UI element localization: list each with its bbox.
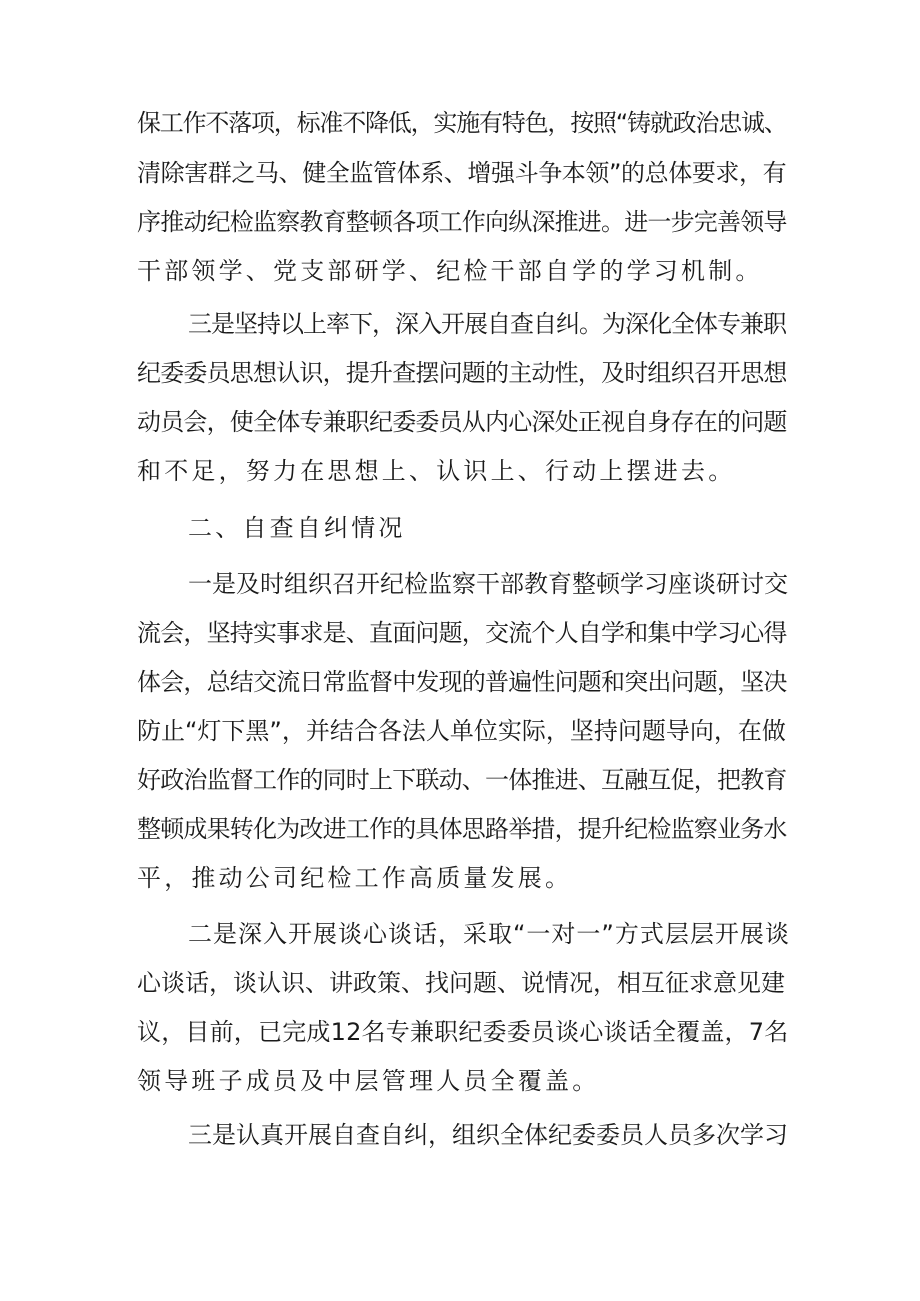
paragraph-line: 二是深入开展谈心谈话，采取“一对一”方式层层开展谈 xyxy=(188,920,790,948)
paragraph-line: 动员会，使全体专兼职纪委委员从内心深处正视自身存在的问题 xyxy=(137,408,787,436)
paragraph-line: 三是坚持以上率下，深入开展自查自纠。为深化全体专兼职 xyxy=(188,310,786,338)
paragraph-line: 和不足，努力在思想上、认识上、行动上摆进去。 xyxy=(137,457,736,485)
paragraph-line: 好政治监督工作的同时上下联动、一体推进、互融互促，把教育 xyxy=(137,766,787,794)
paragraph-line: 领导班子成员及中层管理人员全覆盖。 xyxy=(137,1067,600,1095)
paragraph-line: 序推动纪检监察教育整顿各项工作向纵深推进。进一步完善领导 xyxy=(137,208,787,236)
paragraph-line: 三是认真开展自查自纠，组织全体纪委委员人员多次学习 xyxy=(188,1121,788,1149)
paragraph-line: 流会，坚持实事求是、直面问题，交流个人自学和集中学习心得 xyxy=(137,619,787,647)
paragraph-line: 体会，总结交流日常监督中发现的普遍性问题和突出问题，坚决 xyxy=(137,668,787,696)
section-heading: 二、自查自纠情况 xyxy=(188,514,406,542)
paragraph-line: 平，推动公司纪检工作高质量发展。 xyxy=(137,864,573,892)
paragraph-line: 纪委委员思想认识，提升查摆问题的主动性，及时组织召开思想 xyxy=(137,359,787,387)
paragraph-line: 清除害群之马、健全监管体系、增强斗争本领”的总体要求，有 xyxy=(137,159,787,187)
paragraph-line: 干部领学、党支部研学、纪检干部自学的学习机制。 xyxy=(137,257,763,285)
paragraph-line: 防止“灯下黑”，并结合各法人单位实际，坚持问题导向，在做 xyxy=(137,717,786,745)
paragraph-line: 整顿成果转化为改进工作的具体思路举措，提升纪检监察业务水 xyxy=(137,815,787,843)
paragraph-line: 一是及时组织召开纪检监察干部教育整顿学习座谈研讨交 xyxy=(188,570,788,598)
paragraph-line: 心谈话，谈认识、讲政策、找问题、说情况，相互征求意见建 xyxy=(137,969,785,997)
paragraph-line: 议，目前，已完成12名专兼职纪委委员谈心谈话全覆盖，7名 xyxy=(137,1018,789,1046)
paragraph-line: 保工作不落项，标准不降低，实施有特色，按照“铸就政治忠诚、 xyxy=(137,109,787,137)
